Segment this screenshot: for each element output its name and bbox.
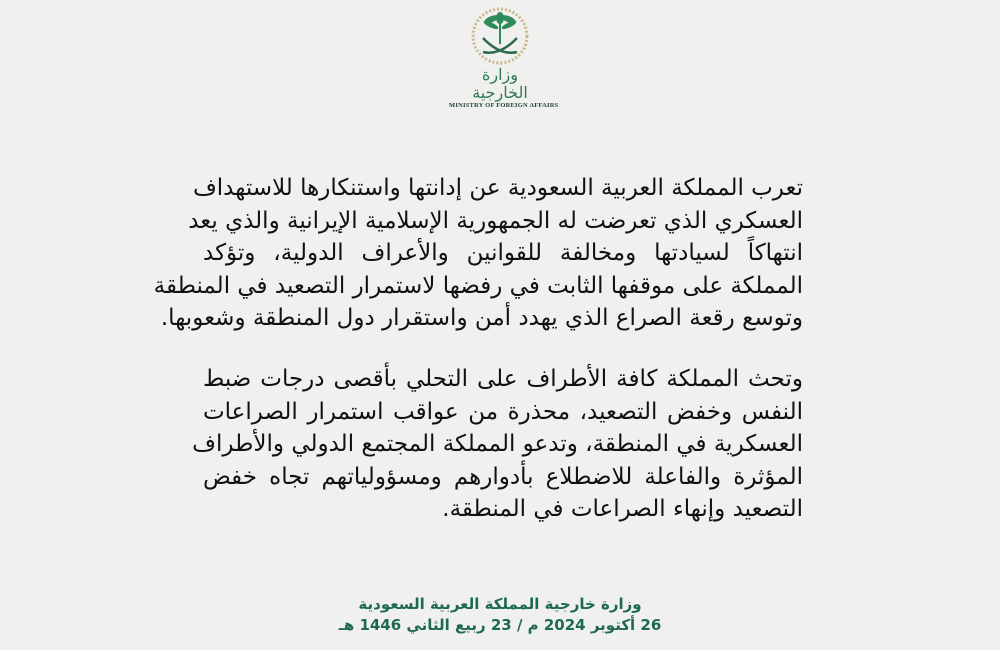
paragraph-line: انتهاكاً لسيادتها ومخالفة للقوانين والأعراف الدولية، وتؤكد xyxy=(203,240,803,266)
statement-paragraph-2 xyxy=(192,363,803,526)
paragraph-line: المملكة على موقفها الثابت في رفضها لاستمرار التصعيد في المنطقة xyxy=(153,272,803,299)
paragraph-line: التصعيد وإنهاء الصراعات في المنطقة. xyxy=(442,496,803,522)
issuer-name: وزارة خارجية المملكة العربية السعودية xyxy=(358,595,642,613)
paragraph-line: وتوسع رقعة الصراع الذي يهدد أمن واستقرار دول المنطقة وشعوبها. xyxy=(160,305,803,331)
paragraph-line: وتحث المملكة كافة الأطراف على التحلي بأقصى درجات ضبط xyxy=(203,366,803,392)
paragraph-line: النفس وخفض التصعيد، محذرة من عواقب استمرار الصراعات xyxy=(203,398,803,425)
statement-footer xyxy=(300,594,700,636)
paragraph-line: تعرب المملكة العربية السعودية عن إدانتها واستنكارها للاستهداف xyxy=(192,175,803,201)
statement-paragraph-1 xyxy=(153,172,803,335)
paragraph-line: المؤثرة والفاعلة للاضطلاع بأدوارهم ومسؤولياتهم تجاه خفض xyxy=(203,463,803,490)
paragraph-line: العسكرية في المنطقة، وتدعو المملكة المجتمع الدولي والأطراف xyxy=(192,431,803,457)
ministry-logo xyxy=(449,4,559,109)
issue-date: 26 أكتوبر 2024 م / 23 ربيع الثاني 1446 هـ xyxy=(338,616,662,634)
paragraph-line: العسكري الذي تعرضت له الجمهورية الإسلامية الإيرانية والذي يعد xyxy=(188,207,803,234)
logo-english-text: MINISTRY OF FOREIGN AFFAIRS xyxy=(449,102,559,109)
palm-swords-emblem-icon xyxy=(465,4,535,66)
logo-arabic-text: وزارة الخارجية xyxy=(472,65,528,102)
